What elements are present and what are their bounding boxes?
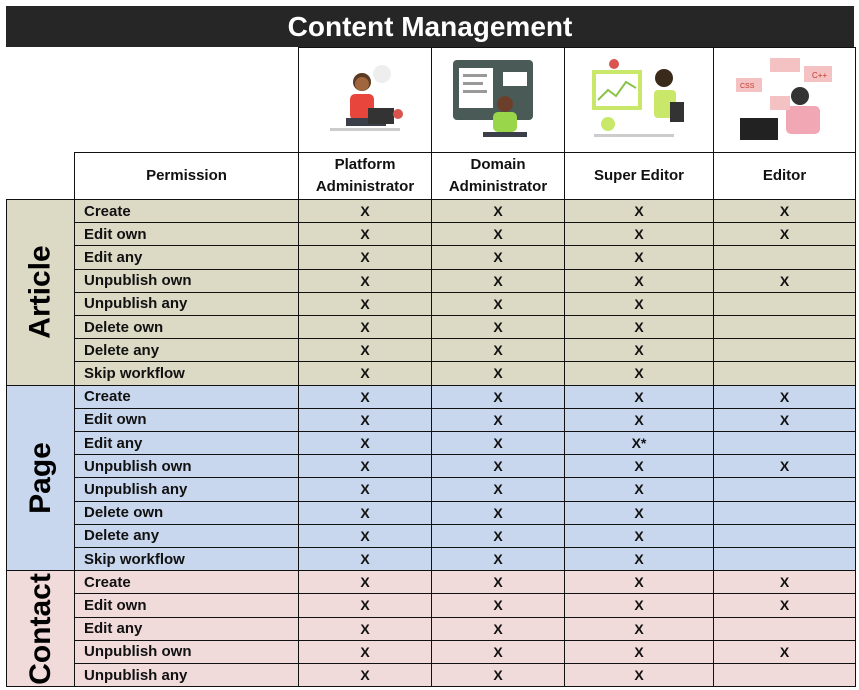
permission-mark: X [431, 385, 565, 409]
permission-mark: X [298, 338, 432, 362]
permission-mark: X [564, 617, 714, 641]
role-column-header [431, 152, 565, 200]
permission-mark [713, 338, 856, 362]
role-illustration [431, 47, 565, 153]
role-illustration [298, 47, 432, 153]
permission-mark [713, 292, 856, 316]
permission-name: Skip workflow [74, 361, 299, 385]
section-label [6, 199, 75, 386]
permission-mark: X [298, 199, 432, 223]
permission-mark: X [564, 385, 714, 409]
permission-mark: X [431, 547, 565, 571]
permission-mark: X [298, 361, 432, 385]
role-name [449, 154, 547, 198]
permission-mark: X [431, 501, 565, 525]
permission-mark: X [298, 663, 432, 687]
analyst-with-tablet-illustration [584, 52, 694, 148]
coder-css-html-illustration [730, 52, 840, 148]
permission-mark: X [713, 385, 856, 409]
permission-name: Delete own [74, 501, 299, 525]
permission-mark: X [431, 431, 565, 455]
permission-mark: X [298, 222, 432, 246]
permission-mark [713, 501, 856, 525]
svg-text:CSS: CSS [739, 83, 754, 90]
permission-mark: X [298, 501, 432, 525]
permission-mark: X [713, 454, 856, 478]
permission-mark: X [298, 477, 432, 501]
role-column-header [713, 152, 856, 200]
permission-mark: X [564, 663, 714, 687]
permission-name: Edit own [74, 593, 299, 617]
permission-mark: X [431, 269, 565, 293]
role-name-line: Super Editor [593, 167, 684, 184]
permission-mark: X [431, 361, 565, 385]
permission-mark: X [713, 199, 856, 223]
permission-name: Edit any [74, 617, 299, 641]
section-label [6, 570, 75, 687]
role-name-line: Administrator [315, 178, 415, 195]
role-illustration [713, 47, 856, 153]
permission-mark: X [298, 593, 432, 617]
permission-mark: X [431, 199, 565, 223]
role-name-line: Domain [470, 156, 526, 173]
permission-mark: X [564, 454, 714, 478]
permission-mark: X [713, 640, 856, 664]
permission-mark [713, 431, 856, 455]
section-label [6, 385, 75, 572]
role-name-line: Administrator [448, 178, 548, 195]
permission-mark: X [564, 315, 714, 339]
permission-mark: X [298, 269, 432, 293]
permission-name: Unpublish any [74, 292, 299, 316]
permission-name: Unpublish any [74, 663, 299, 687]
permission-name: Unpublish any [74, 477, 299, 501]
permission-mark: X [298, 640, 432, 664]
permission-mark: X [431, 524, 565, 548]
permission-name: Edit own [74, 408, 299, 432]
permission-mark: X [564, 524, 714, 548]
permission-mark: X [564, 570, 714, 594]
permission-mark: X [564, 338, 714, 362]
permission-mark: X [564, 292, 714, 316]
role-column-header [298, 152, 432, 200]
permission-mark [713, 315, 856, 339]
permission-mark: X [564, 408, 714, 432]
permission-mark: X* [564, 431, 714, 455]
permission-mark: X [298, 454, 432, 478]
role-name [594, 165, 684, 187]
role-name [763, 165, 806, 187]
permission-name: Edit any [74, 245, 299, 269]
permission-mark: X [431, 408, 565, 432]
permission-mark: X [713, 593, 856, 617]
permission-mark: X [564, 501, 714, 525]
permission-mark: X [564, 361, 714, 385]
role-name-line: Platform [334, 156, 396, 173]
permission-mark: X [564, 593, 714, 617]
page-title: Content Management [6, 6, 854, 47]
permission-mark: X [431, 570, 565, 594]
permission-mark: X [298, 547, 432, 571]
permission-mark: X [564, 547, 714, 571]
permission-mark: X [298, 617, 432, 641]
permission-mark: X [298, 570, 432, 594]
permission-mark: X [431, 338, 565, 362]
permission-mark: X [431, 617, 565, 641]
permission-mark [713, 245, 856, 269]
permission-mark: X [431, 640, 565, 664]
role-illustration [564, 47, 714, 153]
permission-mark: X [564, 222, 714, 246]
permission-mark: X [298, 292, 432, 316]
permission-mark: X [298, 245, 432, 269]
developer-with-screens-illustration [443, 52, 553, 148]
permission-mark: X [298, 315, 432, 339]
permission-mark: X [564, 640, 714, 664]
permission-name: Delete any [74, 524, 299, 548]
permission-mark: X [564, 269, 714, 293]
permission-mark [713, 663, 856, 687]
permission-name: Create [74, 570, 299, 594]
permission-mark: X [298, 431, 432, 455]
permission-mark [713, 361, 856, 385]
permission-mark [713, 547, 856, 571]
permission-name: Edit any [74, 431, 299, 455]
permission-name: Create [74, 199, 299, 223]
svg-text:C++: C++ [811, 71, 827, 80]
permission-mark: X [713, 408, 856, 432]
permission-name: Delete any [74, 338, 299, 362]
permission-mark: X [431, 315, 565, 339]
permission-mark: X [564, 477, 714, 501]
permission-mark [713, 617, 856, 641]
permission-name: Unpublish own [74, 269, 299, 293]
permission-mark: X [431, 454, 565, 478]
permission-mark: X [564, 245, 714, 269]
permission-mark: X [431, 292, 565, 316]
permission-mark: X [564, 199, 714, 223]
permission-mark: X [298, 385, 432, 409]
role-column-header [564, 152, 714, 200]
permission-mark: X [713, 570, 856, 594]
permission-mark: X [713, 222, 856, 246]
section-name: Article [23, 245, 57, 339]
permission-mark [713, 524, 856, 548]
permission-mark [713, 477, 856, 501]
permission-mark: X [431, 663, 565, 687]
permission-column-header: Permission [74, 152, 299, 200]
role-name-line: Editor [762, 167, 807, 184]
permission-name: Create [74, 385, 299, 409]
permission-mark: X [298, 524, 432, 548]
permission-mark: X [713, 269, 856, 293]
permission-mark: X [431, 593, 565, 617]
person-at-laptop-illustration [310, 52, 420, 148]
role-name [316, 154, 414, 198]
permission-name: Unpublish own [74, 640, 299, 664]
permission-name: Skip workflow [74, 547, 299, 571]
permission-name: Edit own [74, 222, 299, 246]
permission-name: Delete own [74, 315, 299, 339]
section-name: Page [23, 442, 57, 514]
permission-mark: X [298, 408, 432, 432]
section-name: Contact [23, 572, 57, 685]
permission-mark: X [431, 245, 565, 269]
permission-name: Unpublish own [74, 454, 299, 478]
permission-mark: X [431, 222, 565, 246]
permission-mark: X [431, 477, 565, 501]
